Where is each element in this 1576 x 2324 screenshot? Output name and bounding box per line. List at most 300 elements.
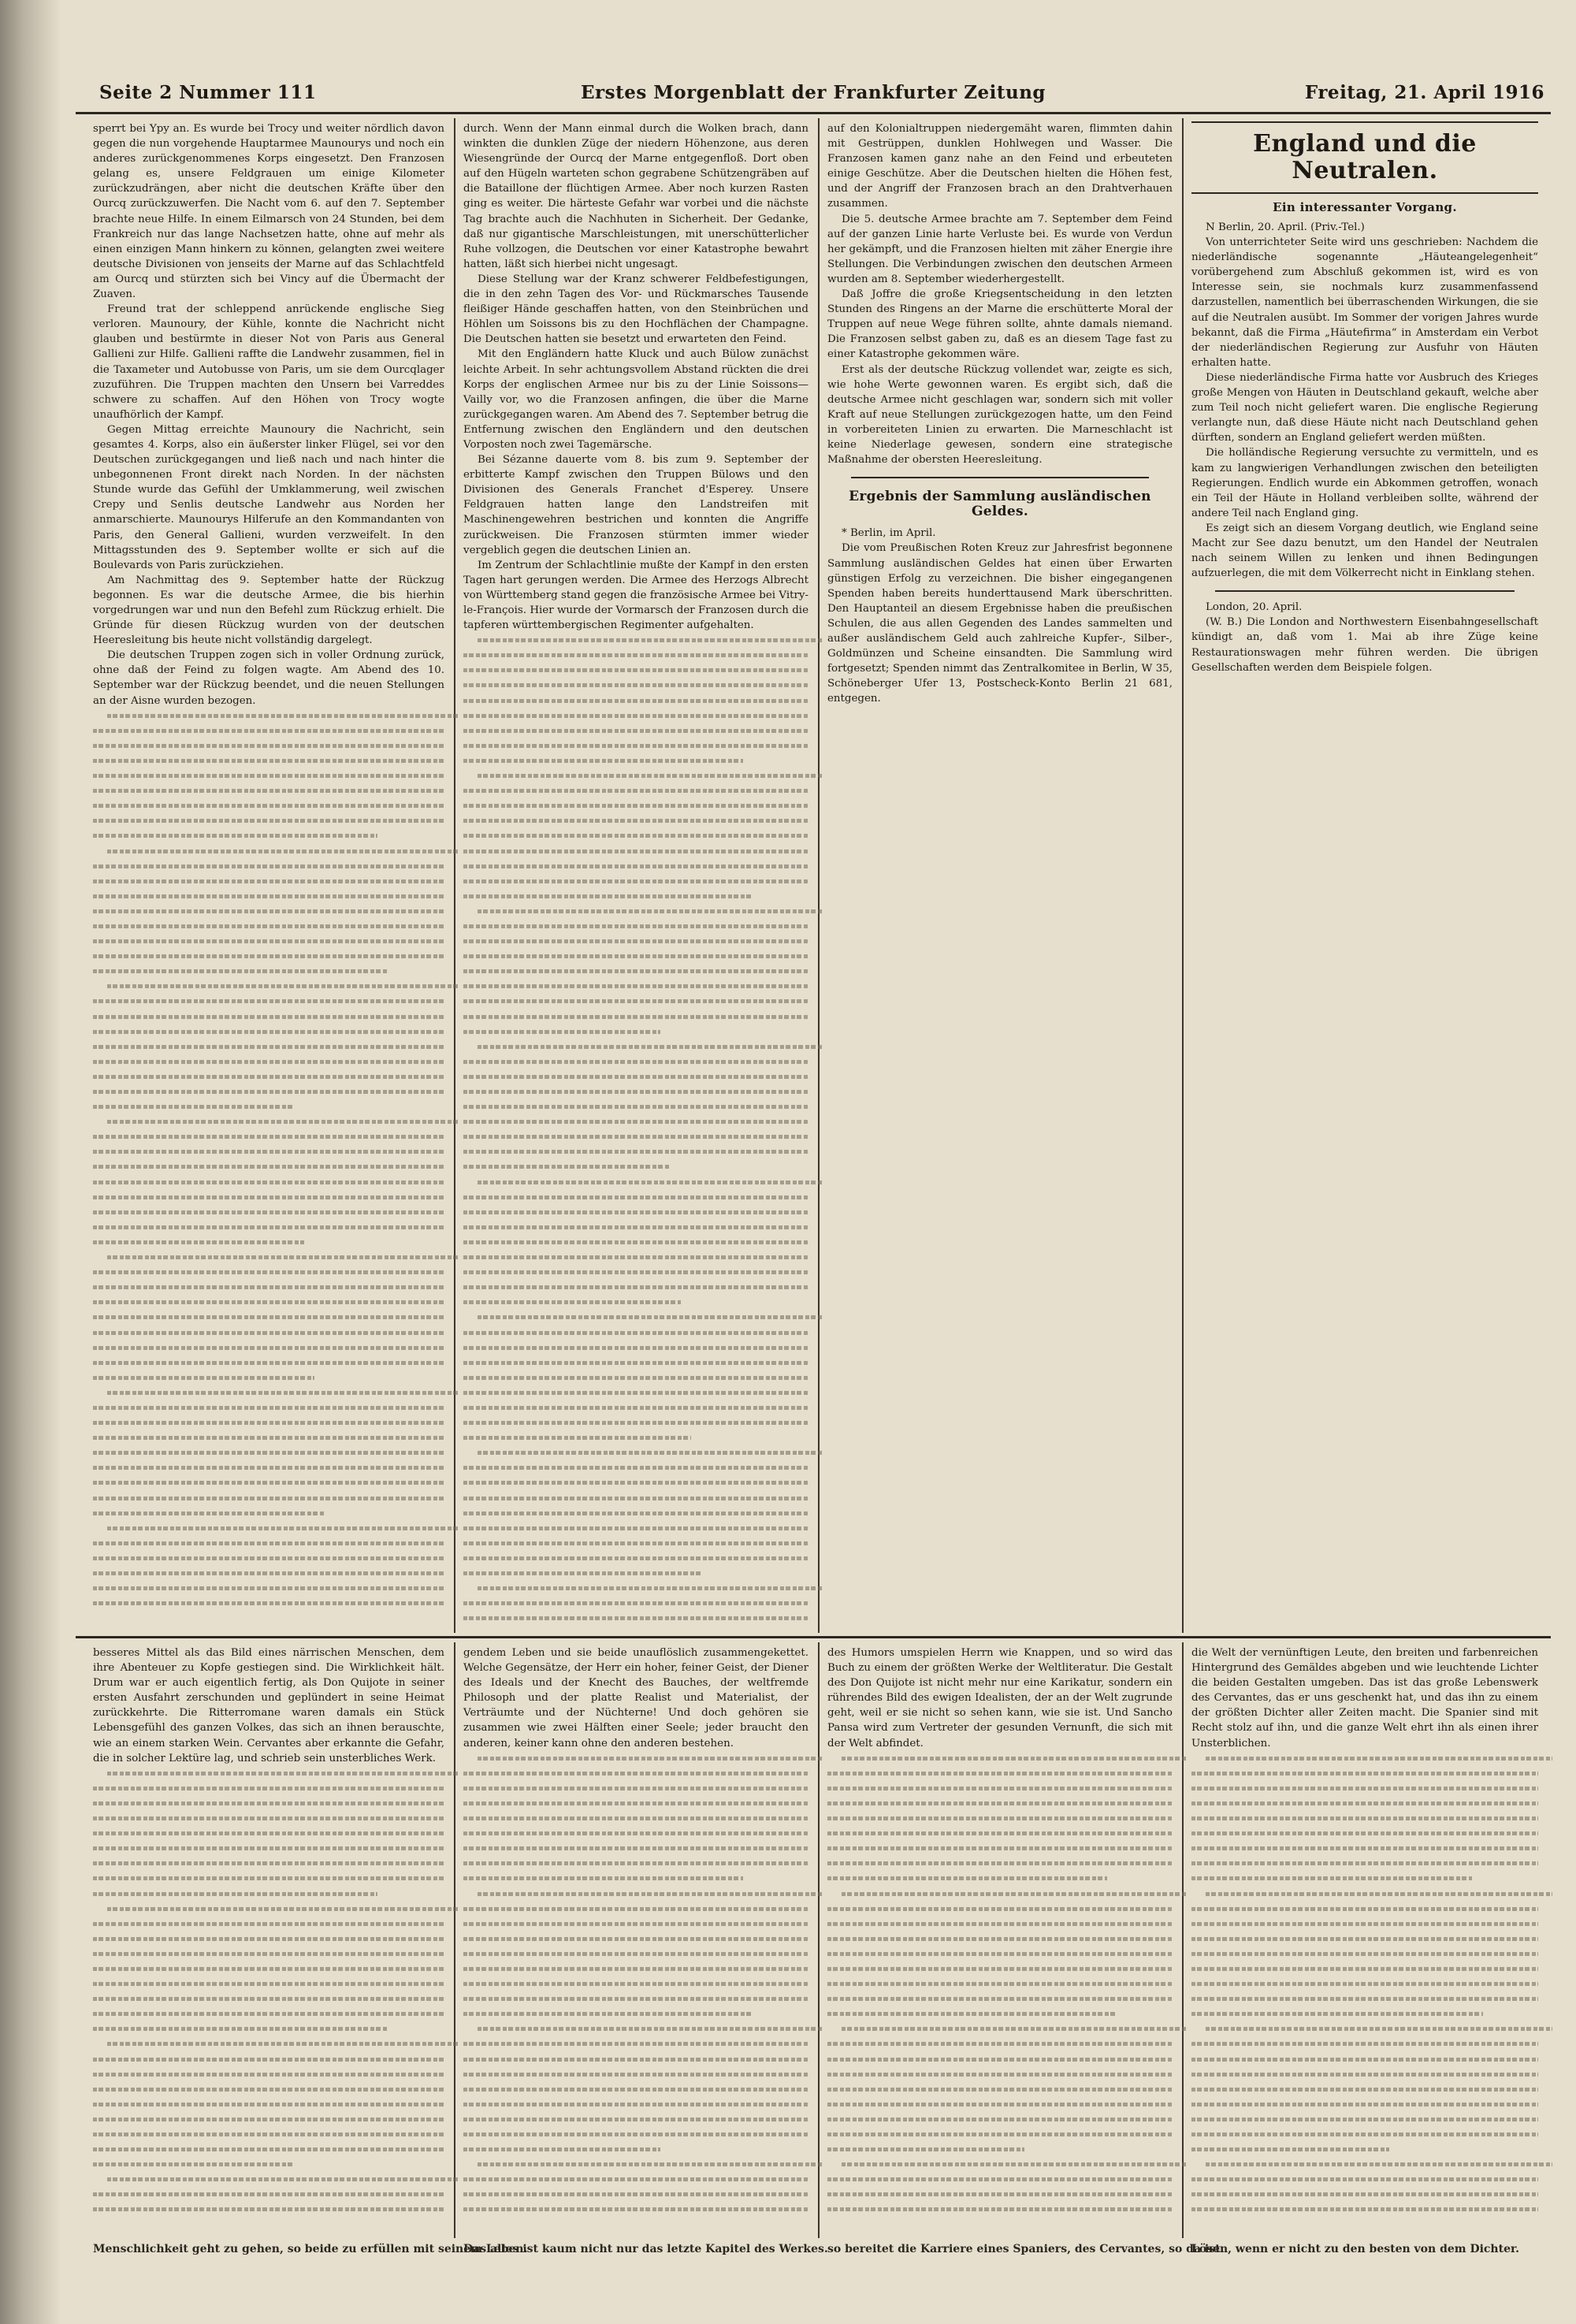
text-line-placeholder [463,1841,808,1856]
feuilleton-rule [76,1636,1551,1638]
book-binding-edge [0,0,61,2324]
article-column-2 [463,121,808,1630]
text-line-placeholder [93,1902,444,1917]
text-line-placeholder [463,1460,808,1475]
text-line-placeholder [463,964,808,979]
text-line-placeholder [1191,1947,1538,1961]
section-title: Ergebnis der Sammlung ausländischen Geldes. [849,489,1151,520]
article-paragraph: Erst als der deutsche Rückzug vollendet war, zeigte es sich, wie hohe Werte gewonnen waren. Es ergibt sich, daß die deutsche Armee nicht geschlagen war, sondern sich mit voller Kraft auf neue Stellungen zurückgezogen hatte, um den Feind in vorbereiteten Linien zu erwarten. Die Marneschlacht ist keine Niederlage gewesen, sondern eine strategische Maßnahme der obersten Heeresleitung. [827,363,1173,467]
text-line-placeholder [93,1430,444,1445]
text-line-placeholder [463,2172,808,2187]
text-line-placeholder [463,1114,808,1129]
text-line-placeholder [463,1551,808,1566]
text-line-placeholder [1191,1796,1538,1811]
text-line-placeholder [463,2187,808,2202]
text-line-placeholder [827,2097,1173,2112]
text-line-placeholder [463,994,808,1009]
text-line-placeholder [827,1826,1173,1841]
article-paragraph: Die deutschen Truppen zogen sich in voller Ordnung zurück, ohne daß der Feind zu folgen wagte. Am Abend des 10. September war der Rückzug beendet, und die neuen Stellungen an der Aisne wurden bezogen. [93,649,444,707]
text-line-placeholder [93,1826,444,1841]
article-paragraph: Im Zentrum der Schlachtlinie mußte der Kampf in den ersten Tagen hart gerungen werden. Die Armee des Herzogs Albrecht von Württemberg stand gegen die französische Armee bei Vitry-le-François. Hier wurde der Vormarsch der Franzosen durch die tapferen württembergischen Regimenter aufgehalten. [463,559,808,632]
text-line-placeholder [93,1536,444,1551]
text-line-placeholder [463,1781,808,1796]
article-paragraph: Diese Stellung war der Kranz schwerer Feldbefestigungen, die in den zehn Tagen des Vor- und Rückmarsches Tausende fleißiger Hände geschaffen hatten, von den Steinbrüchen und Höhlen um Soissons bis zu den Hochflächen der Champagne. Die Deutschen hatten sie besetzt und erwarteten den Feind. [463,273,808,346]
text-line-placeholder [827,2202,1173,2217]
article-paragraph: Die vom Preußischen Roten Kreuz zur Jahresfrist begonnene Sammlung ausländischen Geldes hat einen über Erwarten günstigen Erfolg zu verzeichnen. Die bisher eingegangenen Spenden haben bereits hunderttausend Mark überschritten. Den Hauptanteil an diesem Ergebnisse haben die preußischen Schulen, die aus allen Gegenden des Landes sammelten und außer ausländischem Geld auch zahlreiche Kupfer-, Silber-, Goldmünzen und Scheine einsandten. Die Sammlung wird fortgesetzt; Spenden nimmt das Zentralkomitee in Berlin, W 35, Schöneberger Ufer 13, Postscheck-Konto Berlin 21 681, entgegen. [827,542,1173,705]
text-line-placeholder [1191,1826,1538,1841]
feuilleton-column-4 [1191,1645,1538,2235]
text-line-placeholder [93,2097,444,2112]
text-line-placeholder [463,1385,808,1400]
text-line-placeholder [93,1887,444,1902]
text-line-placeholder [93,904,444,919]
text-line-placeholder [463,2142,808,2157]
text-fill [93,708,444,1612]
article-column-3 [827,121,1173,1630]
text-line-placeholder [463,798,808,813]
feuilleton-column-1 [93,1645,444,2235]
footer-strip-text: Lösen, wenn er nicht zu den besten von dem Dichter. [1191,2243,1519,2255]
text-line-placeholder [93,1766,444,1781]
text-line-placeholder [463,1265,808,1280]
text-line-placeholder [93,1010,444,1024]
footer-strip-text: Das alles ist kaum nicht nur das letzte Kapitel des Werkes. [463,2243,828,2255]
text-line-placeholder [93,1355,444,1370]
text-line-placeholder [1191,1811,1538,1826]
text-fill [93,1766,444,2218]
text-line-placeholder [463,919,808,934]
text-line-placeholder [827,2157,1173,2172]
text-line-placeholder [93,1961,444,1976]
text-line-placeholder [1191,1932,1538,1947]
text-line-placeholder [827,2112,1173,2127]
text-line-placeholder [463,1400,808,1415]
text-line-placeholder [93,1310,444,1325]
text-line-placeholder [827,1841,1173,1856]
article-paragraph: auf den Kolonialtruppen niedergemäht waren, flimmten dahin mit Gestrüppen, dunklen Hohlwegen und Wasser. Die Franzosen kamen ganz nahe an den Feind und erbeuteten einige Geschütze. Aber die Deutschen hielten die Höhen fest, und der Angriff der Franzosen brach an den Drahtverhauen zusammen. [827,123,1173,210]
text-line-placeholder [93,2036,444,2051]
text-line-placeholder [463,1991,808,2006]
text-line-placeholder [463,889,808,904]
page-number-label: Seite 2 Nummer 111 [99,82,317,103]
article-paragraph: Am Nachmittag des 9. September hatte der Rückzug begonnen. Es war die deutsche Armee, die bis hierhin vorgedrungen war und nun den Befehl zum Rückzug erhielt. Die Gründe für diesen Rückzug wurden von der deutschen Heeresleitung bis heute nicht vollständig dargelegt. [93,574,444,647]
text-line-placeholder [827,1976,1173,1991]
text-line-placeholder [463,1976,808,1991]
text-line-placeholder [93,1781,444,1796]
text-line-placeholder [1191,1766,1538,1781]
text-line-placeholder [827,2142,1173,2157]
text-line-placeholder [93,1265,444,1280]
text-line-placeholder [463,1069,808,1084]
text-line-placeholder [463,1445,808,1460]
text-line-placeholder [463,949,808,964]
text-line-placeholder [1191,2142,1538,2157]
article-paragraph: Daß Joffre die große Kriegsentscheidung in den letzten Stunden des Ringens an der Marne die erschütterte Moral der Truppen auf neue Wege führen sollte, ahnte damals niemand. Die Franzosen selbst gaben zu, daß es an diesem Tage fast zu einer Katastrophe gekommen wäre. [827,288,1173,361]
text-line-placeholder [93,768,444,783]
issue-date: Freitag, 21. April 1916 [1304,82,1544,103]
text-line-placeholder [463,844,808,859]
text-line-placeholder [93,813,444,828]
article-paragraph: Diese niederländische Firma hatte vor Ausbruch des Krieges große Mengen von Häuten in Deutschland gekauft, welche aber zum Teil noch nicht geliefert waren. Die englische Regierung verlangte nun, daß diese Häute nicht nach Deutschland gehen dürften, sondern an England geliefert werden müßten. [1191,371,1538,444]
text-line-placeholder [827,1961,1173,1976]
column-rule-2 [818,118,820,1633]
text-line-placeholder [463,663,808,678]
text-line-placeholder [463,979,808,994]
text-line-placeholder [463,2112,808,2127]
feuilleton-rule-3 [1182,1642,1184,2238]
text-line-placeholder [463,678,808,693]
text-line-placeholder [93,1024,444,1039]
text-line-placeholder [463,2021,808,2036]
text-line-placeholder [463,648,808,663]
text-line-placeholder [463,1280,808,1295]
text-line-placeholder [463,1250,808,1265]
text-fill [827,1751,1173,2218]
text-line-placeholder [1191,2021,1538,2036]
article-column-1 [93,121,444,1630]
text-line-placeholder [93,859,444,874]
text-line-placeholder [463,1220,808,1235]
text-line-placeholder [463,2127,808,2142]
article-paragraph: Die 5. deutsche Armee brachte am 7. September dem Feind auf der ganzen Linie harte Verluste bei. Es wurde von Verdun her gekämpft, und die Franzosen hielten mit zäher Energie ihre Stellungen. Die Verbindungen zwischen den deutschen Armeen wurden am 8. September wiederhergestellt. [827,213,1173,285]
text-line-placeholder [93,994,444,1009]
text-line-placeholder [463,1355,808,1370]
text-line-placeholder [93,1326,444,1340]
text-line-placeholder [463,1129,808,1144]
text-line-placeholder [93,2082,444,2097]
text-line-placeholder [93,1054,444,1069]
text-line-placeholder [93,1445,444,1460]
notice-dateline: London, 20. April. [1206,601,1303,614]
text-line-placeholder [93,1991,444,2006]
feuilleton-rule-1 [454,1642,455,2238]
text-line-placeholder [463,1611,808,1626]
text-line-placeholder [93,2157,444,2172]
text-line-placeholder [463,1932,808,1947]
text-line-placeholder [1191,2187,1538,2202]
text-line-placeholder [1191,1856,1538,1871]
text-fill [463,1751,808,2218]
text-line-placeholder [93,2021,444,2036]
text-line-placeholder [93,2006,444,2021]
text-line-placeholder [463,1326,808,1340]
text-line-placeholder [93,844,444,859]
text-line-placeholder [463,2157,808,2172]
text-line-placeholder [93,1932,444,1947]
text-line-placeholder [827,1902,1173,1917]
text-line-placeholder [463,1796,808,1811]
text-line-placeholder [463,2036,808,2051]
text-line-placeholder [93,1917,444,1932]
feuilleton-column-3 [827,1645,1173,2235]
article-title-box [1191,121,1538,194]
text-line-placeholder [827,2172,1173,2187]
text-line-placeholder [463,934,808,949]
text-fill [463,633,808,1626]
text-line-placeholder [1191,1781,1538,1796]
text-line-placeholder [93,2202,444,2217]
text-line-placeholder [1191,1961,1538,1976]
text-line-placeholder [93,708,444,723]
text-line-placeholder [463,2202,808,2217]
notice-paragraph: (W. B.) Die London and Northwestern Eisenbahngesellschaft kündigt an, daß vom 1. Mai ab ihre Züge keine Restaurationswagen mehr führen werden. Die übrigen Gesellschaften werden dem Beispiele folgen. [1191,616,1538,674]
text-line-placeholder [1191,1887,1538,1902]
text-line-placeholder [463,2006,808,2021]
text-line-placeholder [93,1099,444,1114]
text-line-placeholder [463,738,808,753]
text-line-placeholder [93,1871,444,1886]
text-line-placeholder [93,1566,444,1581]
text-line-placeholder [93,1205,444,1220]
text-line-placeholder [463,2082,808,2097]
text-line-placeholder [827,1991,1173,2006]
text-line-placeholder [463,1205,808,1220]
text-line-placeholder [93,949,444,964]
text-line-placeholder [93,1976,444,1991]
text-line-placeholder [93,753,444,768]
text-line-placeholder [463,1811,808,1826]
running-head [76,82,1551,110]
text-line-placeholder [1191,2112,1538,2127]
text-line-placeholder [463,633,808,648]
text-line-placeholder [93,1370,444,1385]
text-line-placeholder [463,708,808,723]
text-line-placeholder [1191,1871,1538,1886]
text-line-placeholder [463,1144,808,1159]
text-line-placeholder [463,1536,808,1551]
section-divider [851,477,1149,478]
text-line-placeholder [93,1811,444,1826]
text-line-placeholder [93,1295,444,1310]
text-line-placeholder [463,2052,808,2067]
text-line-placeholder [463,1340,808,1355]
text-line-placeholder [463,753,808,768]
text-line-placeholder [93,1114,444,1129]
text-line-placeholder [93,783,444,798]
article-headline: England und die Neutralen. [1253,130,1477,184]
text-line-placeholder [463,723,808,738]
text-line-placeholder [93,1506,444,1521]
article-paragraph: Mit den Engländern hatte Kluck und auch Bülow zunächst leichte Arbeit. In sehr achtungsvollem Abstand rückten die drei Korps der englischen Armee nur bis zu der Linie Soissons—Vailly vor, wo die Franzosen anfingen, die über die Marne zurückgegangen waren. Am Abend des 7. September betrug die Entfernung zwischen den Engländern und den deutschen Vorposten noch zwei Tagemärsche. [463,348,808,451]
text-line-placeholder [93,1084,444,1099]
text-line-placeholder [463,1415,808,1430]
text-line-placeholder [827,1947,1173,1961]
feuilleton-paragraph: gendem Leben und sie beide unauflöslich zusammengekettet. Welche Gegensätze, der Herr ein hoher, feiner Geist, der Diener des Ideals und der Knecht des Bauches, der weltfremde Philosoph und der platte Realist und Materialist, der Verträumte und der Nüchterne! Und doch gehören sie zusammen wie zwei Hälften einer Seele; jeder braucht den anderen, keiner kann ohne den anderen bestehen. [463,1647,808,1750]
section-dateline: * Berlin, im April. [842,527,936,540]
text-line-placeholder [463,1099,808,1114]
text-line-placeholder [93,2127,444,2142]
text-line-placeholder [463,874,808,889]
text-line-placeholder [93,1235,444,1250]
text-line-placeholder [1191,2052,1538,2067]
text-line-placeholder [463,1887,808,1902]
text-line-placeholder [827,2127,1173,2142]
text-line-placeholder [93,1190,444,1205]
text-line-placeholder [1191,1902,1538,1917]
text-line-placeholder [93,1280,444,1295]
column-rule-3 [1182,118,1184,1633]
text-line-placeholder [463,1581,808,1596]
text-line-placeholder [1191,2127,1538,2142]
text-line-placeholder [463,1902,808,1917]
text-line-placeholder [827,2006,1173,2021]
text-line-placeholder [463,1430,808,1445]
feuilleton-column-2 [463,1645,808,2235]
text-line-placeholder [1191,1917,1538,1932]
text-line-placeholder [93,1340,444,1355]
text-line-placeholder [1191,2172,1538,2187]
text-line-placeholder [93,1129,444,1144]
text-line-placeholder [93,2172,444,2187]
text-line-placeholder [463,1310,808,1325]
text-line-placeholder [93,1069,444,1084]
text-line-placeholder [463,1175,808,1190]
text-line-placeholder [827,1781,1173,1796]
text-line-placeholder [463,768,808,783]
text-line-placeholder [463,1506,808,1521]
text-line-placeholder [827,1887,1173,1902]
text-line-placeholder [93,889,444,904]
text-line-placeholder [1191,2067,1538,2082]
text-line-placeholder [827,1871,1173,1886]
text-line-placeholder [463,1054,808,1069]
text-line-placeholder [93,2142,444,2157]
text-line-placeholder [463,1039,808,1054]
text-line-placeholder [463,1521,808,1536]
text-line-placeholder [93,1039,444,1054]
text-line-placeholder [463,1947,808,1961]
text-line-placeholder [93,1596,444,1611]
article-paragraph: Bei Sézanne dauerte vom 8. bis zum 9. September der erbitterte Kampf zwischen den Truppen Bülows und den Divisionen des Generals Franchet d'Esperey. Unsere Feldgrauen hatten lange den Landstreifen mit Maschinengewehren bestrichen und konnten die Angriffe zurückweisen. Die Franzosen stürmten immer wieder vergeblich gegen die deutschen Linien an. [463,454,808,556]
article-paragraph: durch. Wenn der Mann einmal durch die Wolken brach, dann winkten die dunklen Züge der niedern Höhenzone, aus deren Wiesengründe der Ourcq der Marne entgegenfloß. Dort oben auf den Hügeln warteten schon gegrabene Schützengräben auf die Bataillone der flüchtigen Armee. Aber noch kurzen Rasten ging es weiter. Die härteste Gefahr war vorbei und die nächste Tag brachte auch die Nachhuten in Sicherheit. Der Gedanke, daß nur gigantische Marschleistungen, mit unerschütterlicher Ruhe vollzogen, die Deutschen vor einer Katastrophe bewahrt hatten, läßt sich hierbei nicht ungesagt. [463,123,808,270]
text-line-placeholder [93,964,444,979]
text-line-placeholder [463,1491,808,1506]
text-line-placeholder [93,1551,444,1566]
text-line-placeholder [827,1856,1173,1871]
text-line-placeholder [1191,1976,1538,1991]
text-line-placeholder [93,1220,444,1235]
article-subheadline: Ein interessanter Vorgang. [1273,200,1457,214]
text-line-placeholder [1191,2097,1538,2112]
text-line-placeholder [463,1475,808,1490]
article-column-4 [1191,121,1538,1630]
text-line-placeholder [93,2052,444,2067]
article-paragraph: Es zeigt sich an diesem Vorgang deutlich, wie England seine Macht zur See dazu benutzt, um den Handel der Neutralen nach seinem Willen zu lenken und ihnen Bedingungen aufzuerlegen, die mit dem Völkerrecht nicht in Einklang stehen. [1191,522,1538,580]
text-line-placeholder [827,1796,1173,1811]
text-line-placeholder [827,2021,1173,2036]
text-line-placeholder [93,1581,444,1596]
text-line-placeholder [93,798,444,813]
text-line-placeholder [93,1144,444,1159]
text-line-placeholder [93,723,444,738]
text-line-placeholder [93,1841,444,1856]
footer-strip [76,2243,1551,2266]
text-line-placeholder [463,1596,808,1611]
column-rule-1 [454,118,455,1633]
footer-strip-text: so bereitet die Karriere eines Spaniers, des Cervantes, so da ist. [827,2243,1225,2255]
text-line-placeholder [463,1566,808,1581]
text-line-placeholder [463,1856,808,1871]
section-divider [1215,590,1515,592]
text-line-placeholder [93,1385,444,1400]
text-line-placeholder [827,2052,1173,2067]
text-line-placeholder [463,1084,808,1099]
text-fill [1191,1751,1538,2218]
text-line-placeholder [463,859,808,874]
text-line-placeholder [93,828,444,843]
article-paragraph: Gegen Mittag erreichte Maunoury die Nachricht, sein gesamtes 4. Korps, also ein äußerster linker Flügel, sei vor den Deutschen zurückgegangen und ließ nach und nach hinter die unbegonnenen Front direkt nach Norden. In der nächsten Stunde wurde das Gefühl der Umklammerung, weil zwischen Crepy und Senlis deutsche Landwehr aus Norden her anmarschierte. Maunourys Hilferufe an den Kommandanten von Paris, den General Gallieni, wurden verzweifelt. In den Mittagsstunden des 9. September wollte er sich auf die Boulevards von Paris zurückziehen. [93,423,444,571]
text-line-placeholder [1191,1841,1538,1856]
article-paragraph: sperrt bei Ypy an. Es wurde bei Trocy und weiter nördlich davon gegen die nun vorgehende Hauptarmee Maunourys und noch ein anderes zurückgenommenes Korps eingesetzt. Den Franzosen gelang es, unsere Feldgrauen um einige Kilometer zurückzudrängen, aber nicht die deutschen Kräfte über den Ourcq zurückzuwerfen. Die Nacht vom 6. auf den 7. September brachte neue Hilfe. In einem Eilmarsch von 24 Stunden, bei dem Frankreich nur das lange Nachsetzen hatte, ohne auf mehr als einen einzigen Mann hinkern zu können, gelangten zwei weitere deutsche Divisionen von jenseits der Marne auf das Schlachtfeld am Ourcq und stürzten sich bei Vincy auf die Übermacht der Zuaven. [93,123,444,301]
text-line-placeholder [1191,2157,1538,2172]
feuilleton-paragraph: des Humors umspielen Herrn wie Knappen, und so wird das Buch zu einem der größten Werke der Weltliteratur. Die Gestalt des Don Quijote ist nicht mehr nur eine Karikatur, sondern ein rührendes Bild des ewigen Idealisten, der an der Welt zugrunde geht, weil er sie nicht so sehen kann, wie sie ist. Und Sancho Pansa wird zum Vertreter der gesunden Vernunft, die sich mit der Welt abfindet. [827,1647,1173,1750]
text-line-placeholder [827,2036,1173,2051]
newspaper-sheet [76,66,1551,2276]
text-line-placeholder [93,1175,444,1190]
text-line-placeholder [463,1235,808,1250]
text-line-placeholder [463,813,808,828]
text-line-placeholder [463,1159,808,1174]
text-line-placeholder [93,874,444,889]
text-line-placeholder [93,2067,444,2082]
text-line-placeholder [1191,2006,1538,2021]
footer-strip-text: Menschlichkeit geht zu gehen, so beide zu erfüllen mit seinem Leben. [93,2243,528,2255]
text-line-placeholder [1191,2202,1538,2217]
text-line-placeholder [93,2187,444,2202]
text-line-placeholder [463,693,808,708]
text-line-placeholder [93,1460,444,1475]
feuilleton-paragraph: besseres Mittel als das Bild eines närrischen Menschen, dem ihre Abenteuer zu Kopfe gestiegen sind. Die Wirklichkeit hält. Drum war er auch eigentlich fertig, als Don Quijote in seiner ersten Ausfahrt zerschunden und geplündert in seine Heimat zurückkehrte. Die Ritterromane waren damals ein Stück Lebensgefühl des ganzen Volkes, das sich an ihnen berauschte, wie an einem starken Wein. Cervantes aber erkannte die Gefahr, die in solcher Lektüre lag, und schrieb sein unsterbliches Werk. [93,1647,444,1764]
text-line-placeholder [463,1010,808,1024]
text-line-placeholder [827,1932,1173,1947]
text-line-placeholder [93,1159,444,1174]
text-line-placeholder [827,1917,1173,1932]
text-line-placeholder [93,1796,444,1811]
text-line-placeholder [827,1751,1173,1766]
text-line-placeholder [463,1295,808,1310]
newspaper-title: Erstes Morgenblatt der Frankfurter Zeitung [580,82,1046,103]
text-line-placeholder [93,1856,444,1871]
header-rule [76,112,1551,114]
article-paragraph: Von unterrichteter Seite wird uns geschrieben: Nachdem die niederländische sogenannte „Häuteangelegenheit“ vorübergehend zum Abschluß gekommen ist, wird es von Interesse sein, sie nochmals kurz zusammenfassend darzustellen, namentlich bei überraschenden Wirkungen, die sie auf die Neutralen ausübt. Im Sommer der vorigen Jahres wurde bekannt, daß die Firma „Häutefirma“ in Amsterdam ein Verbot der niederländischen Regierung zur Ausfuhr von Häuten erhalten hatte. [1191,236,1538,369]
text-line-placeholder [463,1370,808,1385]
text-line-placeholder [827,1811,1173,1826]
text-line-placeholder [93,1400,444,1415]
article-paragraph: Die holländische Regierung versuchte zu vermitteln, und es kam zu langwierigen Verhandlungen zwischen den beteiligten Regierungen. Endlich wurde ein Abkommen getroffen, wonach ein Teil der Häute in Holland verbleiben sollte, während der andere Teil nach England ging. [1191,447,1538,519]
text-line-placeholder [93,1415,444,1430]
article-dateline: N Berlin, 20. April. (Priv.-Tel.) [1206,221,1365,233]
text-line-placeholder [463,1190,808,1205]
text-line-placeholder [93,1250,444,1265]
text-line-placeholder [93,934,444,949]
text-line-placeholder [93,1947,444,1961]
text-line-placeholder [1191,1991,1538,2006]
text-line-placeholder [463,1024,808,1039]
text-line-placeholder [827,2067,1173,2082]
text-line-placeholder [1191,2082,1538,2097]
text-line-placeholder [463,904,808,919]
text-line-placeholder [463,1871,808,1886]
text-line-placeholder [93,979,444,994]
feuilleton-paragraph: die Welt der vernünftigen Leute, den breiten und farbenreichen Hintergrund des Gemäldes abgeben und wie leuchtende Lichter die beiden Gestalten umgeben. Das ist das große Lebenswerk des Cervantes, das er uns geschenkt hat, und das ihn zu einem der größten Dichter aller Zeiten macht. Die Spanier sind mit Recht stolz auf ihn, und die ganze Welt ehrt ihn als einen ihrer Unsterblichen. [1191,1647,1538,1750]
text-line-placeholder [93,738,444,753]
text-line-placeholder [463,2097,808,2112]
text-line-placeholder [463,1917,808,1932]
text-line-placeholder [827,2082,1173,2097]
text-line-placeholder [93,919,444,934]
text-line-placeholder [93,2112,444,2127]
text-line-placeholder [827,1766,1173,1781]
